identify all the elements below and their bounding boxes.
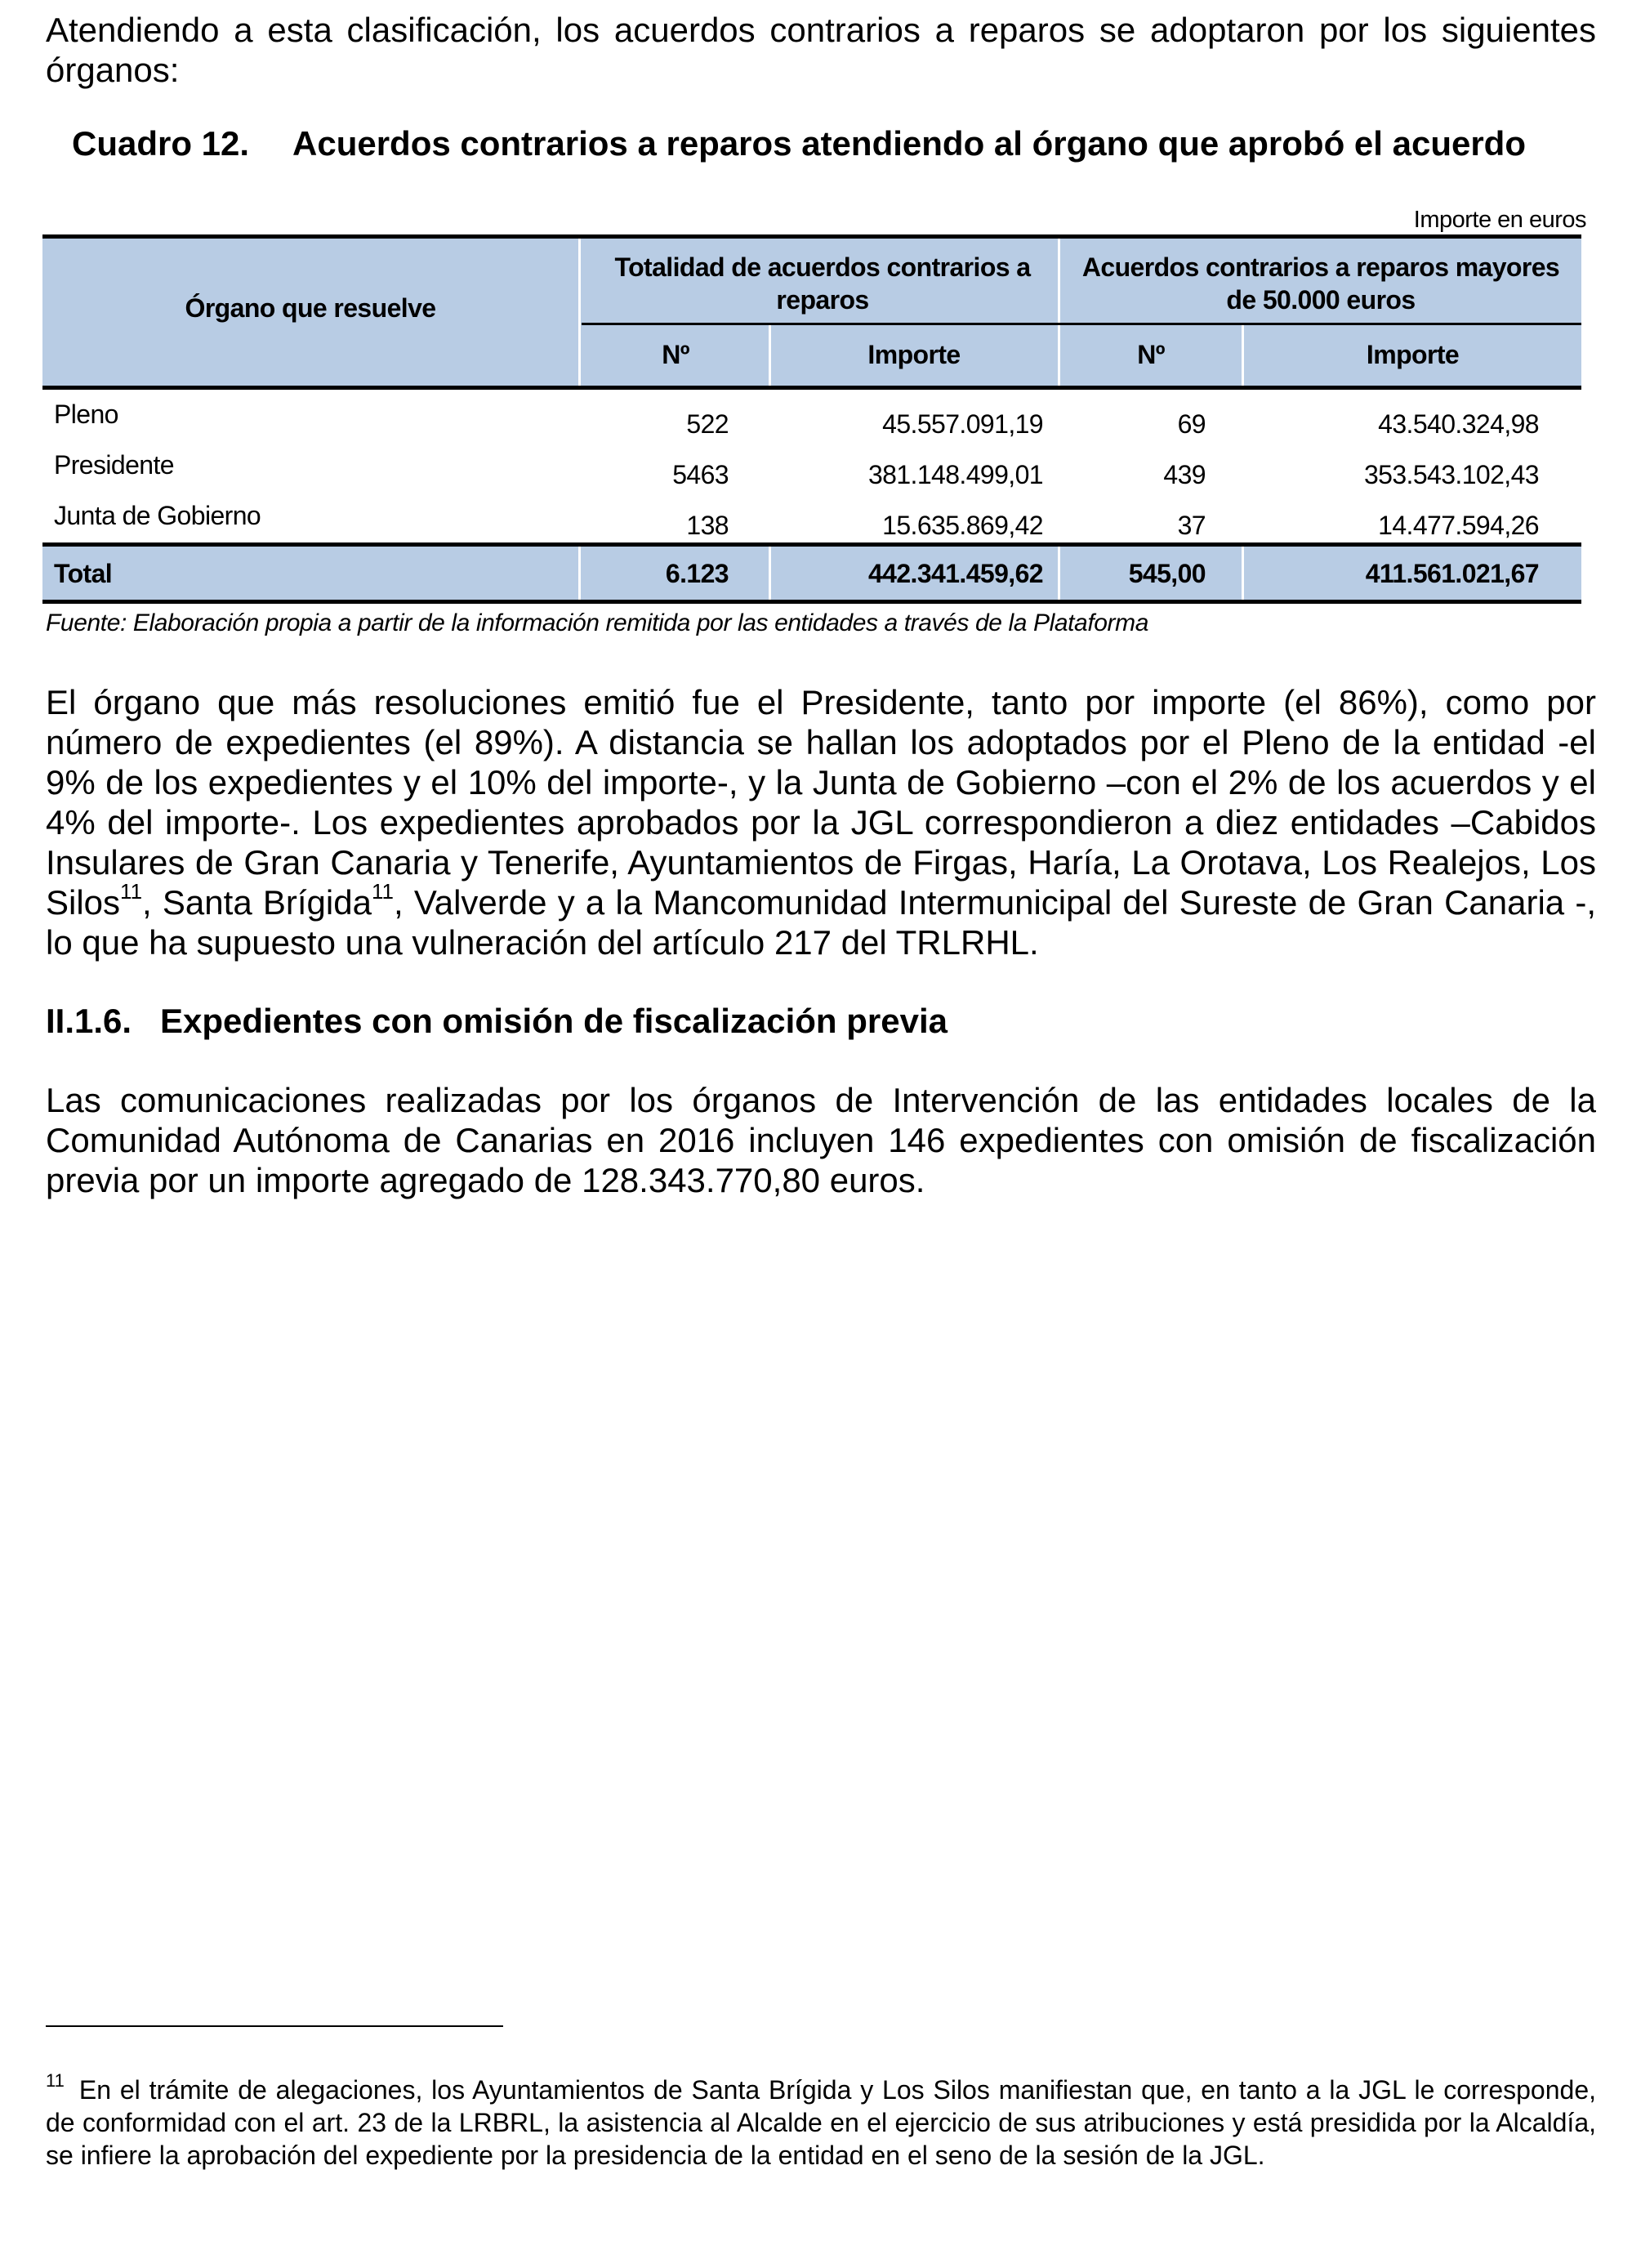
cell-n2: 439: [1163, 460, 1206, 489]
cell-importe1: 381.148.499,01: [867, 460, 1043, 489]
total-separator: [1242, 547, 1244, 600]
caption-title: Acuerdos contrarios a reparos atendiendo al órgano que aprobó el acuerdo: [292, 124, 1526, 163]
total-separator: [1058, 547, 1060, 600]
cell-importe2: 43.540.324,98: [1378, 409, 1539, 439]
paragraph-text: , Santa Brígida: [142, 883, 372, 922]
caption-number: Cuadro 12.: [72, 124, 250, 163]
header-importe-1: Importe: [867, 340, 961, 369]
total-n2: 545,00: [1128, 559, 1206, 588]
cell-n1: 522: [686, 409, 729, 439]
footnote-separator: [46, 2025, 503, 2027]
header-n-2: Nº: [1137, 340, 1165, 369]
total-n1: 6.123: [665, 559, 729, 588]
cell-n1: 138: [686, 511, 729, 540]
section-number: II.1.6.: [46, 1002, 132, 1040]
paragraph-text: , Valverde y a la Mancomunidad Intermunicipal del Sureste de Gran Canaria -, lo que ha supuesto una vulneración del artículo 217 del TRLRHL.: [46, 883, 1597, 962]
units-note: Importe en euros: [1413, 207, 1586, 233]
table-caption: [72, 124, 1526, 163]
cell-organo: Junta de Gobierno: [54, 501, 261, 530]
data-table: [42, 234, 1581, 610]
footnote-ref: 11: [120, 879, 143, 904]
section-heading: [46, 1002, 948, 1041]
footnote-text: En el trámite de alegaciones, los Ayuntamientos de Santa Brígida y Los Silos manifiestan que, en tanto a la JGL le corresponde, de conformidad con el art. 23 de la LRBRL, la asistencia al Alcalde en el ejercicio de sus atribuciones y está presidida por la Alcaldía, se infiere la aprobación del expediente por la presidencia de la entidad en el seno de la sesión de la JGL.: [46, 2075, 1596, 2170]
section-title-text: Expedientes con omisión de fiscalización previa: [160, 1002, 948, 1040]
cell-n1: 5463: [672, 460, 729, 489]
total-label: Total: [54, 559, 113, 588]
intro-paragraph: Atendiendo a esta clasificación, los acuerdos contrarios a reparos se adoptaron por los siguientes órganos:: [46, 11, 1596, 89]
total-separator: [578, 547, 581, 600]
total-separator: [769, 547, 771, 600]
cell-importe1: 15.635.869,42: [882, 511, 1043, 540]
header-group-total: Totalidad de acuerdos contrarios a reparos: [614, 252, 1031, 315]
table-bottom-rule: [42, 600, 1581, 604]
header-bottom-rule: [42, 386, 1581, 390]
header-group-over-50000: Acuerdos contrarios a reparos mayores de 50.000 euros: [1081, 252, 1560, 315]
body-paragraph-2: Las comunicaciones realizadas por los órganos de Intervención de las entidades locales de la Comunidad Autónoma de Canarias en 2016 incluyen 146 expedientes con omisión de fiscalización previa por un importe agregado de 128.343.770,80 euros.: [46, 1081, 1596, 1199]
cell-importe1: 45.557.091,19: [882, 409, 1043, 439]
table-source-note: Fuente: Elaboración propia a partir de la información remitida por las entidades a través de la Plataforma: [46, 609, 1149, 636]
cell-importe2: 14.477.594,26: [1378, 511, 1539, 540]
paragraph-text: El órgano que más resoluciones emitió fue el Presidente, tanto por importe (el 86%), como por número de expedientes (el 89%). A distancia se hallan los adoptados por el Pleno de la entidad -el 9% de los expedientes y el 10% del importe-, y la Junta de Gobierno –con el 2% de los acuerdos y el 4% del importe-. Los expedientes aprobados por la JGL correspondieron a diez entidades –Cabidos Insulares de Gran Canaria y Tenerife, Ayuntamientos de Firgas, Haría, La Orotava, Los Realejos, Los Silos: [46, 683, 1596, 922]
total-importe1: 442.341.459,62: [867, 559, 1043, 588]
footnote-ref: 11: [371, 879, 394, 904]
footnote-number: 11: [46, 2070, 65, 2091]
cell-organo: Presidente: [54, 450, 174, 480]
header-organo: Órgano que resuelve: [185, 293, 436, 323]
header-separator: [578, 239, 581, 386]
cell-organo: Pleno: [54, 400, 118, 429]
cell-n2: 37: [1177, 511, 1206, 540]
total-importe2: 411.561.021,67: [1365, 559, 1539, 588]
footnote: [46, 2070, 1596, 2172]
cell-n2: 69: [1177, 409, 1206, 439]
table-top-rule: [42, 234, 1581, 239]
header-n-1: Nº: [662, 340, 689, 369]
body-paragraph-1: [46, 682, 1596, 962]
header-importe-2: Importe: [1366, 340, 1460, 369]
total-row-background: [42, 547, 1581, 600]
cell-importe2: 353.543.102,43: [1363, 460, 1539, 489]
group-header-rule: [582, 323, 1581, 325]
